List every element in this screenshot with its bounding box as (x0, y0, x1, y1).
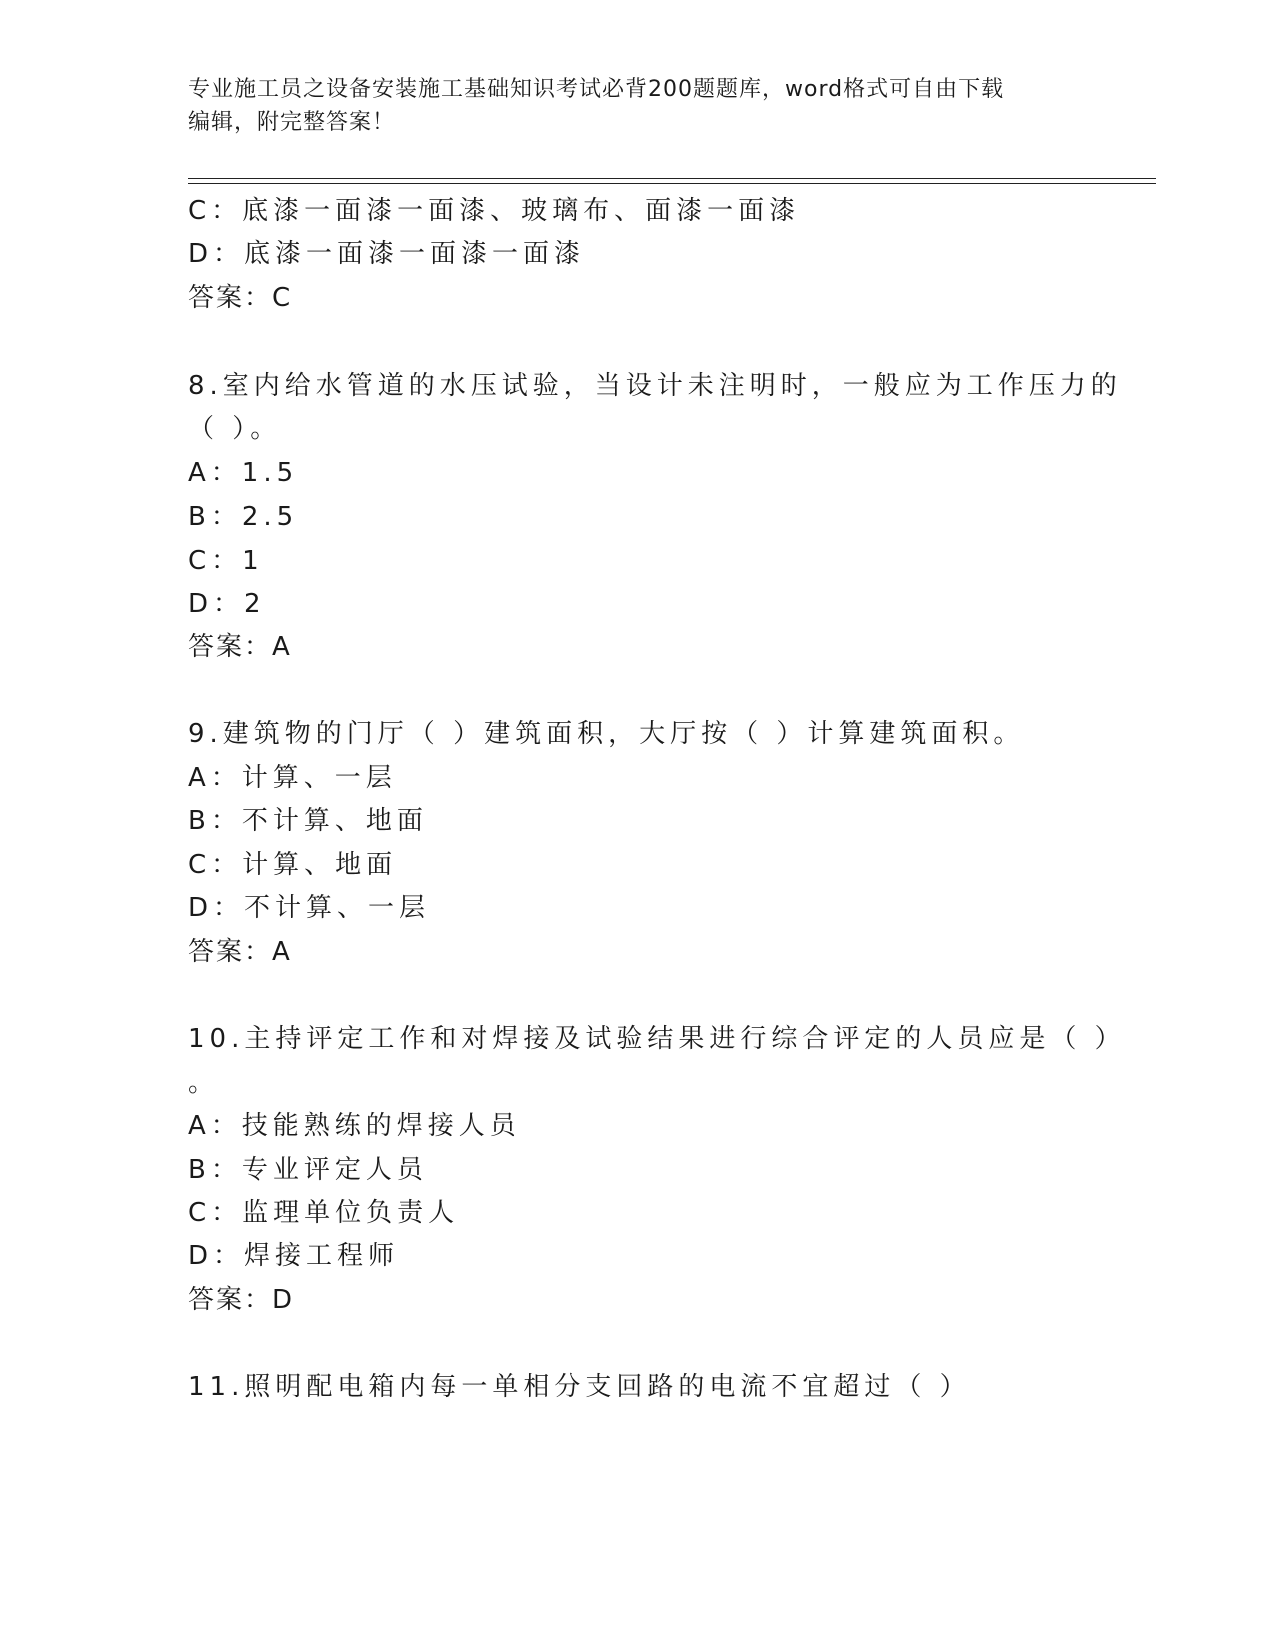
q8-stem-line-2: （ ）。 (188, 414, 282, 444)
header-divider-bottom (188, 183, 1156, 184)
q8-stem-line-1: 8.室内给水管道的水压试验，当设计未注明时，一般应为工作压力的 (188, 371, 1122, 401)
q10-option-b: B：专业评定人员 (188, 1155, 428, 1185)
q10-answer: 答案：D (188, 1285, 295, 1315)
q10-option-a: A：技能熟练的焊接人员 (188, 1111, 521, 1141)
q11-stem-line-1: 11.照明配电箱内每一单相分支回路的电流不宜超过（ ） (188, 1372, 971, 1402)
q8-option-b: B：2.5 (188, 502, 299, 532)
header-title-line-1: 专业施工员之设备安装施工基础知识考试必背200题题库，word格式可自由下载 (188, 77, 1005, 102)
header-divider-top (188, 178, 1156, 179)
q9-option-b: B：不计算、地面 (188, 806, 428, 836)
q9-stem-line-1: 9.建筑物的门厅（ ）建筑面积，大厅按（ ）计算建筑面积。 (188, 719, 1025, 749)
q10-stem-line-1: 10.主持评定工作和对焊接及试验结果进行综合评定的人员应是（ ） (188, 1024, 1126, 1054)
q7-option-d: D：底漆一面漆一面漆一面漆 (188, 239, 586, 269)
q7-option-c: C：底漆一面漆一面漆、玻璃布、面漆一面漆 (188, 196, 801, 226)
q8-answer: 答案：A (188, 632, 292, 662)
q9-answer: 答案：A (188, 937, 292, 967)
q8-option-a: A：1.5 (188, 458, 299, 488)
q9-option-c: C：计算、地面 (188, 850, 398, 880)
q10-option-c: C：监理单位负责人 (188, 1198, 460, 1228)
q8-option-c: C：1 (188, 546, 264, 576)
q10-option-d: D：焊接工程师 (188, 1241, 400, 1271)
q9-option-a: A：计算、一层 (188, 763, 397, 793)
document-header (188, 73, 1088, 139)
q10-stem-line-2: 。 (188, 1068, 220, 1098)
q7-answer: 答案：C (188, 283, 293, 313)
q8-option-d: D：2 (188, 589, 266, 619)
q9-option-d: D：不计算、一层 (188, 893, 431, 923)
header-title-line-2: 编辑，附完整答案！ (188, 110, 396, 135)
